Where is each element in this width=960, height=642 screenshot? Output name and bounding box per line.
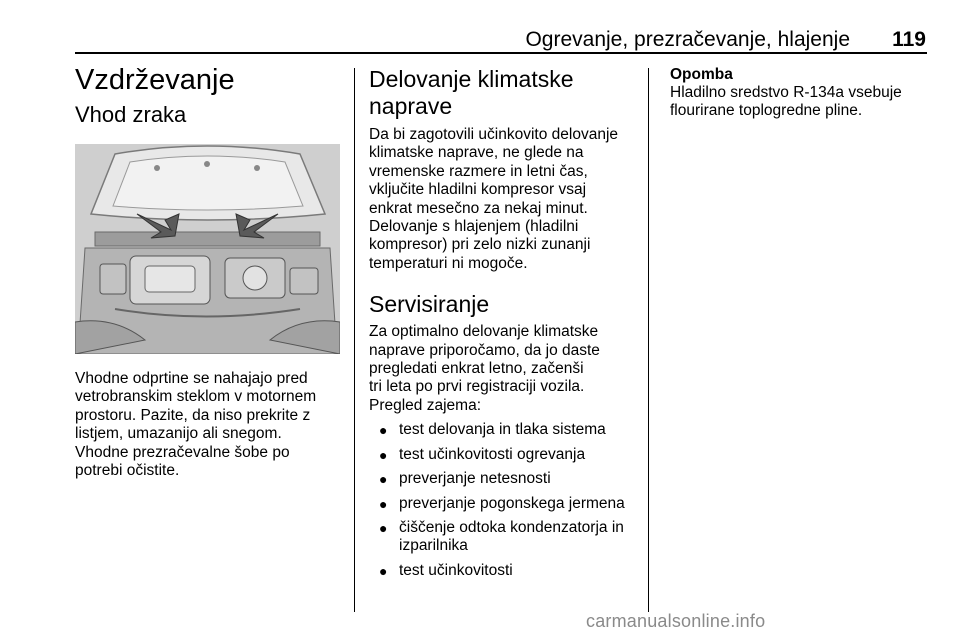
column-divider-2 [648, 68, 649, 612]
note-paragraph [670, 84, 930, 121]
text-line: vetrobranskim steklom v motornem [75, 388, 317, 406]
text-line: enkrat mesečno za nekaj minut. [369, 199, 588, 217]
text-line: Za optimalno delovanje klimatske [369, 323, 599, 341]
list-item [369, 470, 637, 488]
text-line: kompresor) pri zelo nizki zunanji [369, 236, 591, 254]
list-item [369, 421, 637, 439]
page-number: 119 [892, 28, 926, 51]
text-line: naprave priporočamo, da jo daste [369, 341, 600, 359]
title-line: naprave [369, 93, 453, 119]
servicing-paragraph [369, 323, 637, 415]
text-line: klimatske naprave, ne glede na [369, 144, 584, 162]
inspection-list [369, 421, 637, 580]
list-item [369, 495, 637, 513]
list-item-text: test učinkovitosti [399, 561, 513, 579]
text-line: Hladilno sredstvo R-134a vsebuje [670, 84, 902, 101]
text-line: Vhodne odprtine se nahajajo pred [75, 370, 308, 387]
text-line: prostoru. Pazite, da niso prekrite z [75, 406, 311, 424]
list-item [369, 562, 637, 580]
list-item-text: čiščenje odtoka kondenzatorja in [399, 518, 624, 536]
text-line: Pregled zajema: [369, 396, 482, 414]
ac-operation-title [369, 66, 637, 120]
text-line: pregledati enkrat letno, začenši [369, 360, 584, 378]
text-line: vključite hladilni kompresor vsaj [369, 181, 587, 199]
inlet-paragraph [75, 370, 340, 480]
text-line: tri leta po prvi registraciji vozila. [369, 378, 585, 396]
text-line: flourirane toplogredne pline. [670, 102, 863, 120]
bullet-icon: ● [379, 471, 388, 488]
text-line: temperaturi ni mogoče. [369, 254, 528, 272]
title-line: Delovanje klimatske [369, 66, 574, 92]
list-item [369, 519, 637, 556]
list-item-text: test delovanja in tlaka sistema [399, 421, 606, 439]
text-line: Delovanje s hlajenjem (hladilni [369, 218, 579, 236]
subsection-title: Vhod zraka [75, 102, 187, 127]
servicing-title: Servisiranje [369, 291, 490, 318]
text-line: listjem, umazanijo ali snegom. [75, 425, 282, 443]
bullet-icon: ● [379, 422, 388, 439]
list-item-text: preverjanje netesnosti [399, 470, 551, 488]
bullet-icon: ● [379, 519, 388, 536]
list-item [369, 446, 637, 464]
note-title: Opomba [670, 66, 733, 83]
ac-operation-paragraph [369, 126, 637, 273]
text-line: Da bi zagotovili učinkovito delovanje [369, 126, 619, 143]
section-title: Vzdrževanje [75, 64, 235, 96]
engine-bay-drawing [75, 144, 340, 354]
list-item-text: izparilnika [399, 537, 468, 555]
engine-bay-illustration [75, 144, 340, 354]
watermark-text: carmanualsonline.info [586, 611, 766, 631]
text-line: potrebi očistite. [75, 462, 180, 480]
bullet-icon: ● [379, 446, 388, 463]
list-item-text: preverjanje pogonskega jermena [399, 494, 625, 512]
header-rule [75, 52, 927, 54]
column-divider-1 [354, 68, 355, 612]
running-header-title: Ogrevanje, prezračevanje, hlajenje [525, 28, 850, 51]
text-line: Vhodne prezračevalne šobe po [75, 443, 290, 461]
left-column [75, 62, 340, 480]
text-line: vremenske razmere in letni čas, [369, 162, 588, 180]
bullet-icon: ● [379, 495, 388, 512]
right-column [670, 66, 930, 121]
list-item-text: test učinkovitosti ogrevanja [399, 445, 586, 463]
bullet-icon: ● [379, 562, 388, 579]
middle-column [369, 62, 637, 586]
